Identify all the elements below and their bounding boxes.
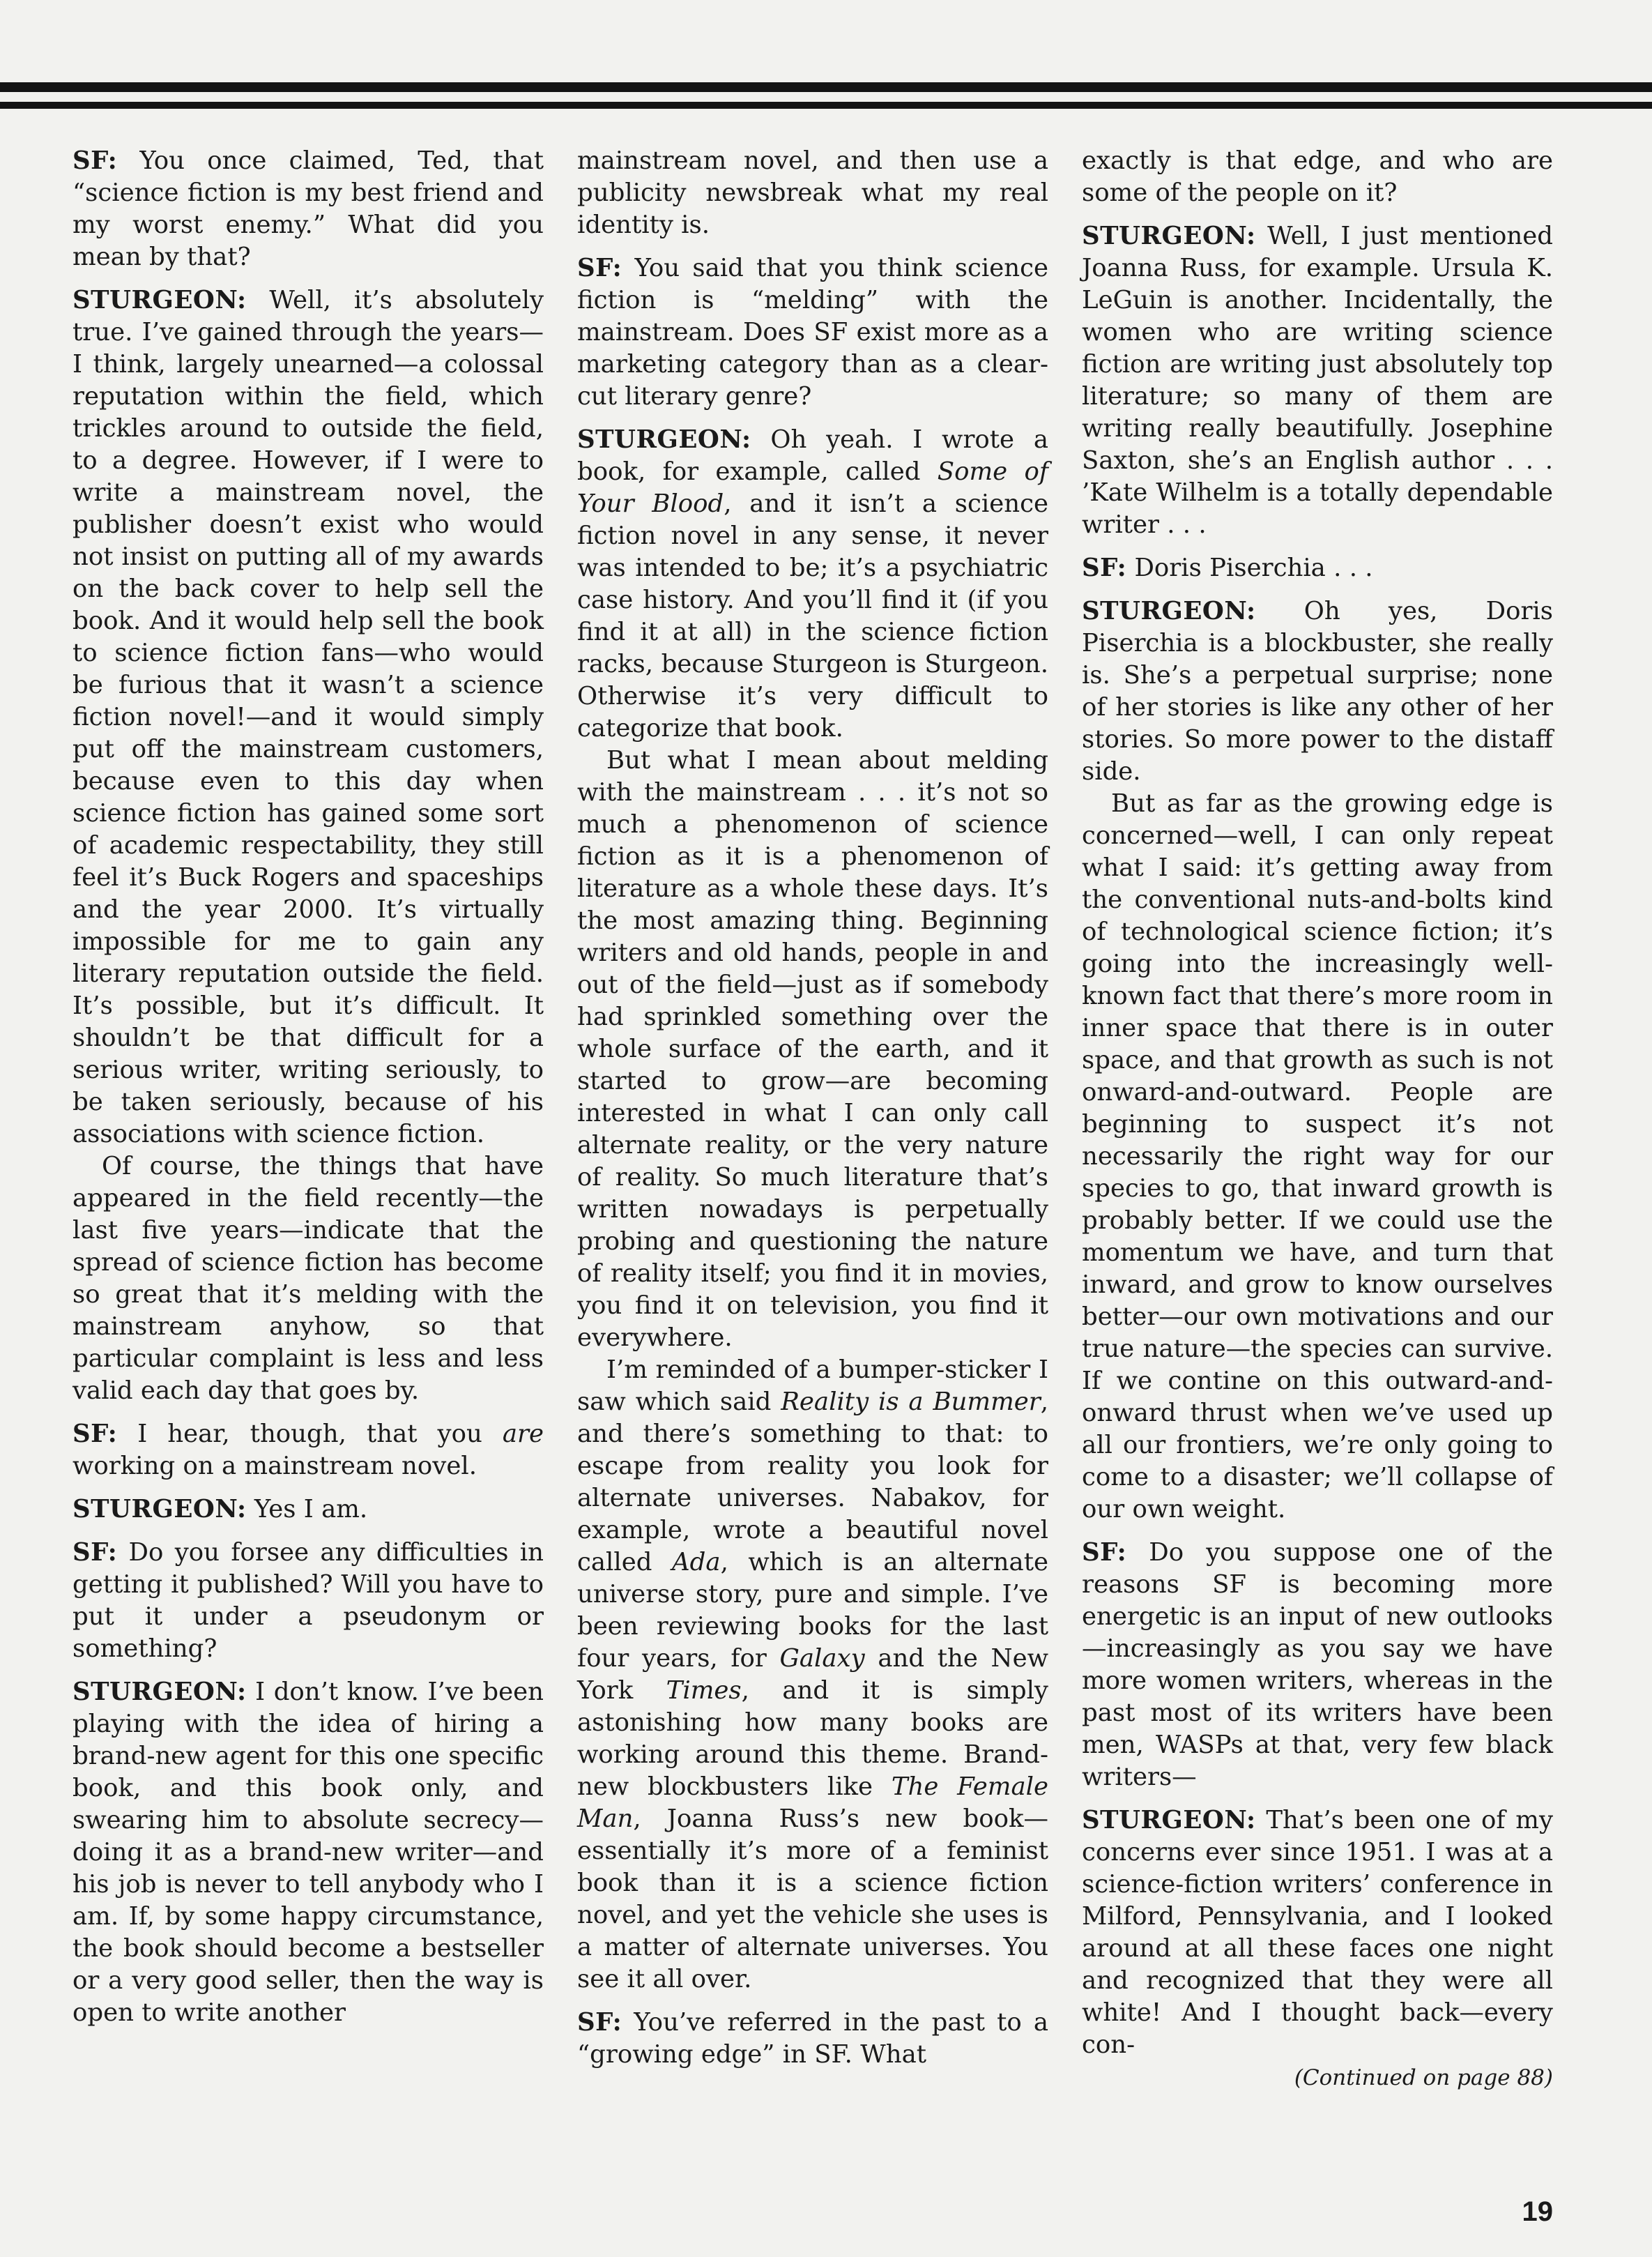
speaker-label: SF: xyxy=(1082,554,1127,582)
continued-note: (Continued on page 88) xyxy=(1294,2065,1553,2090)
speaker-label: STURGEON: xyxy=(577,425,751,454)
text-segment: But as far as the growing edge is concerned—well, I can only repeat what I said: it’s getting away from the conventional nuts-and-bolts kind of technological science fiction; it’s going into the increasingly well-known fact that there’s more room in inner space that there is in outer space, and that growth as such is not onward-and-outward. People are beginning to suspect it’s not necessarily the right way for our species to go, that inward growth is probably better. If we could use the momentum we have, and turn that inward, and grow to know ourselves better—our own motivations and our true nature—the species can survive. If we contine on this outward-and-onward thrust when we’ve used up all our frontiers, we’re only going to come to a disaster; we’ll collapse of our own weight. xyxy=(1082,789,1553,1523)
text-segment: You’ve referred in the past to a “growing edge” in SF. What xyxy=(577,2008,1048,2069)
speaker-label: STURGEON: xyxy=(1082,222,1256,250)
text-segment: Yes I am. xyxy=(246,1495,368,1523)
italic-title: Reality is a Bummer xyxy=(781,1388,1041,1416)
text-segment: , Joanna Russ’s new book—essentially it’s more of a feminist book than it is a science fiction novel, and yet the vehicle she uses is a matter of alternate universes. You see it all over. xyxy=(577,1804,1048,1993)
interview-exchange xyxy=(72,1418,544,1482)
speaker-label: SF: xyxy=(577,254,622,282)
text-segment: Oh yes, Doris Piserchia is a blockbuster, she really is. She’s a perpetual surprise; none of her stories is like any other of her stories. So more power to the distaff side. xyxy=(1082,597,1553,786)
italic-title: Times xyxy=(666,1676,742,1705)
speaker-label: SF: xyxy=(72,146,118,175)
text-segment: , and it is simply astonishing how many books are working around this theme. Brand-new blockbusters like xyxy=(577,1676,1048,1801)
text-segment: Doris Piserchia . . . xyxy=(1126,554,1373,582)
header-rule-thin xyxy=(0,102,1652,109)
text-segment: You said that you think science fiction is “melding” with the mainstream. Does SF exist more as a marketing category than as a clear-cut literary genre? xyxy=(577,254,1048,411)
paragraph xyxy=(72,1150,544,1407)
interview-exchange xyxy=(72,145,544,273)
text-segment: Well, I just mentioned Joanna Russ, for example. Ursula K. LeGuin is another. Incidentally, the women who are writing science fiction are writing just absolutely top literature; so many of them are writing really beautifully. Josephine Saxton, she’s an English author . . . ’Kate Wilhelm is a totally dependable writer . . . xyxy=(1082,222,1553,539)
text-segment: You once claimed, Ted, that “science fiction is my best friend and my worst enemy.” What did you mean by that? xyxy=(72,146,544,271)
paragraph xyxy=(1082,788,1553,1526)
interview-exchange xyxy=(72,1537,544,1665)
interview-exchange xyxy=(1082,1537,1553,1793)
italic-title: The Female Man xyxy=(577,1772,1048,1833)
text-segment: That’s been one of my concerns ever since 1951. I was at a science-fiction writers’ conference in Milford, Pennsylvania, and I looked around at all these faces one night and recognized that they were all white! And I thought back—every con- xyxy=(1082,1806,1553,2059)
speaker-label: STURGEON: xyxy=(72,1678,247,1706)
text-segment: exactly is that edge, and who are some of the people on it? xyxy=(1082,146,1553,207)
italic-title: Ada xyxy=(672,1548,721,1576)
interview-exchange xyxy=(1082,1804,1553,2061)
text-segment: Do you forsee any difficulties in getting it published? Will you have to put it under a pseudonym or something? xyxy=(72,1538,544,1663)
speaker-label: SF: xyxy=(72,1538,118,1567)
speaker-label: STURGEON: xyxy=(1082,597,1256,625)
italic-title: Some of Your Blood xyxy=(577,457,1048,518)
text-segment: , which is an alternate universe story, pure and simple. I’ve been reviewing books for the last four years, for xyxy=(577,1548,1048,1673)
text-segment: mainstream novel, and then use a publicity newsbreak what my real identity is. xyxy=(577,146,1048,239)
column-3 xyxy=(1082,145,1553,2184)
text-segment: I hear, though, that you xyxy=(117,1420,503,1448)
paragraph xyxy=(577,1354,1048,1996)
text-segment: Of course, the things that have appeared in the field recently—the last five years—indicate that the spread of science fiction has become so great that it’s melding with the mainstream anyhow, so that particular complaint is less and less valid each day that goes by. xyxy=(72,1152,544,1405)
speaker-label: STURGEON: xyxy=(72,1495,247,1523)
paragraph xyxy=(577,145,1048,241)
interview-exchange xyxy=(72,1676,544,2029)
interview-exchange xyxy=(1082,220,1553,541)
interview-exchange xyxy=(577,424,1048,745)
interview-exchange xyxy=(1082,552,1553,584)
text-segment: I’m reminded of a bumper-sticker I saw which said xyxy=(577,1355,1048,1416)
page-number: 19 xyxy=(1522,2196,1553,2227)
paragraph xyxy=(577,745,1048,1354)
column-1 xyxy=(72,145,544,2184)
speaker-label: SF: xyxy=(577,2008,622,2037)
interview-exchange xyxy=(72,1494,544,1526)
text-segment: working on a mainstream novel. xyxy=(72,1452,477,1480)
text-segment: , and there’s something to that: to escape from reality you look for alternate universes. Nabakov, for example, wrote a beautiful novel called xyxy=(577,1388,1049,1576)
text-segment: Oh yeah. I wrote a book, for example, called xyxy=(577,425,1048,486)
text-segment: Well, it’s absolutely true. I’ve gained through the years—I think, largely unearned—a colossal reputation within the field, which trickles around to outside the field, to a degree. However, if I were to write a mainstream novel, the publisher doesn’t exist who would not insist on putting all of my awards on the back cover to help sell the book. And it would help sell the book to science fiction fans—who would be furious that it wasn’t a science fiction novel!—and it would simply put off the mainstream customers, because even to this day when science fiction has gained some sort of academic respectability, they still feel it’s Buck Rogers and spaceships and the year 2000. It’s virtually impossible for me to gain any literary reputation outside the field. It’s possible, but it’s difficult. It shouldn’t be that difficult for a serious writer, writing seriously, to be taken seriously, because of his associations with science fiction. xyxy=(72,286,544,1148)
speaker-label: SF: xyxy=(1082,1538,1127,1567)
interview-exchange xyxy=(577,2007,1048,2071)
speaker-label: STURGEON: xyxy=(72,286,247,314)
italic-title: Galaxy xyxy=(779,1644,865,1673)
interview-exchange xyxy=(72,284,544,1150)
text-segment: Do you suppose one of the reasons SF is becoming more energetic is an input of new outlooks—increasingly as you say we have more women writers, whereas in the past most of its writers have been men, WASPs at that, very few black writers— xyxy=(1082,1538,1553,1791)
text-segment: , and it isn’t a science fiction novel in any sense, it never was intended to be; it’s a psychiatric case history. And you’ll find it (if you find it at all) in the science fiction racks, because Sturgeon is Sturgeon. Otherwise it’s very difficult to categorize that book. xyxy=(577,489,1048,743)
speaker-label: STURGEON: xyxy=(1082,1806,1256,1834)
column-2 xyxy=(577,145,1048,2184)
text-segment: But what I mean about melding with the mainstream . . . it’s not so much a phenomenon of science fiction as it is a phenomenon of literature as a whole these days. It’s the most amazing thing. Beginning writers and old hands, people in and out of the field—just as if somebody had sprinkled something over the whole surface of the earth, and it started to grow—are becoming interested in what I can only call alternate reality, or the very nature of reality. So much literature that’s written nowadays is perpetually probing and questioning the nature of reality itself; you find it in movies, you find it on television, you find it everywhere. xyxy=(577,746,1048,1352)
paragraph xyxy=(1082,145,1553,209)
text-segment: and the New York xyxy=(577,1644,1048,1705)
italic-title: are xyxy=(502,1420,544,1448)
header-rule-thick xyxy=(0,82,1652,92)
speaker-label: SF: xyxy=(72,1420,118,1448)
interview-exchange xyxy=(1082,595,1553,788)
article-body xyxy=(72,145,1553,2184)
text-segment: I don’t know. I’ve been playing with the idea of hiring a brand-new agent for this one specific book, and this book only, and swearing him to absolute secrecy—doing it as a brand-new writer—and his job is never to tell anybody who I am. If, by some happy circumstance, the book should become a bestseller or a very good seller, then the way is open to write another xyxy=(72,1678,544,2027)
interview-exchange xyxy=(577,252,1048,413)
